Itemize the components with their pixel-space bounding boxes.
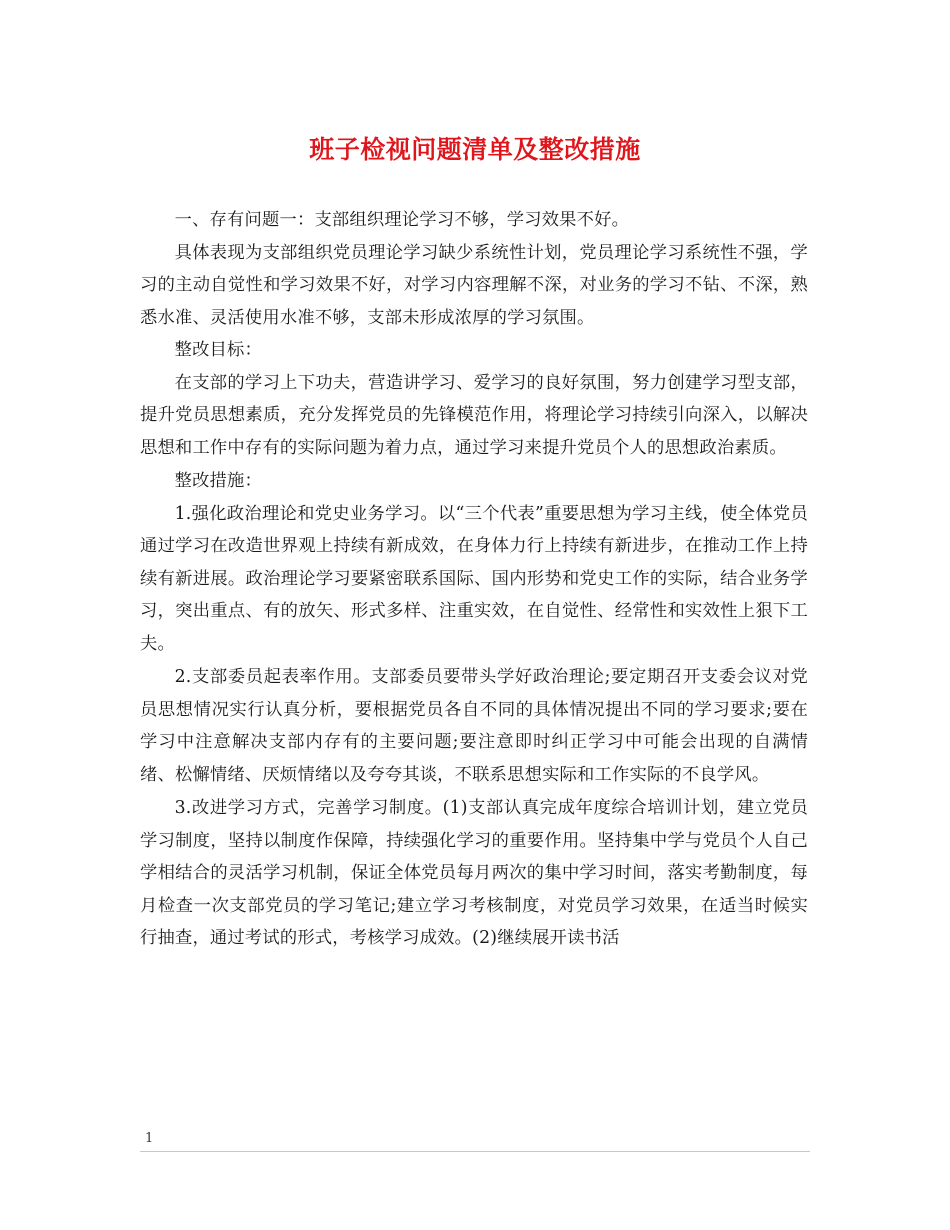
paragraph-goal-content: 在支部的学习上下功夫，营造讲学习、爱学习的良好氛围，努力创建学习型支部，提升党员思想素质，充分发挥党员的先锋模范作用，将理论学习持续引向深入，以解决思想和工作中存有的实际问题为着力点，通过学习来提升党员个人的思想政治素质。 [140,372,808,458]
paragraph-problem-one: 一、存有问题一：支部组织理论学习不够，学习效果不好。 [174,210,630,230]
page-number: 1 [145,1131,154,1146]
paragraph-measures-heading: 整改措施： [174,471,263,491]
document-body [140,204,808,955]
paragraph-measure-two: 2.支部委员起表率作用。支部委员要带头学好政治理论;要定期召开支委会议对党员思想情况实行认真分析，要根据党员各自不同的具体情况提出不同的学习要求;要在学习中注意解决支部内存有的主要问题;要注意即时纠正学习中可能会出现的自满情绪、松懈情绪、厌烦情绪以及夸夸其谈，不联系思想实际和工作实际的不良学风。 [140,667,808,785]
document-title: 班子检视问题清单及整改措施 [309,135,641,164]
paragraph-measure-three: 3.改进学习方式，完善学习制度。(1)支部认真完成年度综合培训计划，建立党员学习制度，坚持以制度作保障，持续强化学习的重要作用。坚持集中学与党员个人自己学相结合的灵活学习机制，保证全体党员每月两次的集中学习时间，落实考勤制度，每月检查一次支部党员的学习笔记;建立学习考核制度，对党员学习效果，在适当时候实行抽查，通过考试的形式，考核学习成效。(2)继续展开读书活 [140,798,808,948]
paragraph-measure-one: 1.强化政治理论和党史业务学习。以“三个代表”重要思想为学习主线，使全体党员通过学习在改造世界观上持续有新成效，在身体力行上持续有新进步，在推动工作上持续有新进展。政治理论学习要紧密联系国际、国内形势和党史工作的实际，结合业务学习，突出重点、有的放矢、形式多样、注重实效，在自觉性、经常性和实效性上狠下工夫。 [140,503,808,654]
paragraph-specific-manifestation: 具体表现为支部组织党员理论学习缺少系统性计划，党员理论学习系统性不强，学习的主动自觉性和学习效果不好，对学习内容理解不深，对业务的学习不钻、不深，熟悉水准、灵活使用水准不够，支部未形成浓厚的学习氛围。 [140,242,808,328]
footer-divider [140,1151,810,1152]
paragraph-goal-heading: 整改目标： [174,340,263,360]
